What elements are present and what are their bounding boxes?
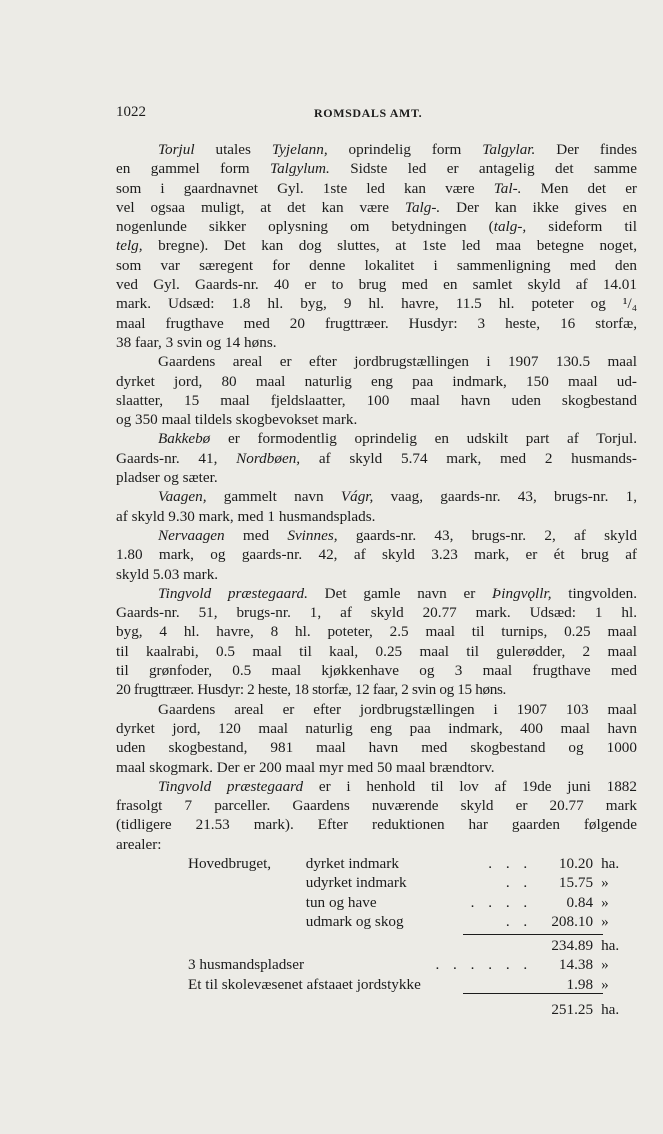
text-line: uden skogbestand, 981 maal havn med skogbestand og 1000 xyxy=(116,739,637,757)
table-row xyxy=(116,912,637,931)
paragraph-tingvold xyxy=(116,584,637,700)
row-label: 3 husmandspladser xyxy=(188,956,304,974)
text-line: telg, bregne). Det kan dog sluttes, at 1ste led maa betegne noget, xyxy=(116,237,637,255)
text-line: Gaards-nr. 41, Nordbøen, af skyld 5.74 mark, med 2 husmands- xyxy=(116,449,637,467)
text-line: 38 faar, 3 svin og 14 høns. xyxy=(116,333,277,351)
italic-term: Tingvold præstegaard xyxy=(158,777,304,795)
total-value: 251.25 xyxy=(551,1001,594,1019)
text-line: mark. Udsæd: 1.8 hl. byg, 9 hl. havre, 11.5 hl. poteter og ¹/₄ xyxy=(116,295,637,313)
page-header xyxy=(116,104,636,128)
text-line: som var særegent for denne lokalitet i sammenligning med den xyxy=(116,256,637,274)
italic-term: Tyjelann, xyxy=(271,141,328,158)
table-row xyxy=(116,975,637,994)
total-row xyxy=(116,1000,637,1019)
row-value: 10.20 xyxy=(558,854,594,872)
italic-term: Torjul xyxy=(158,141,195,158)
subtotal-value: 234.89 xyxy=(551,937,594,955)
text-line: nogenlunde sikker oplysning om betydningen (talg-, sideform til xyxy=(116,218,637,236)
text-line: Tingvold præstegaard er i henhold til lov af 19de juni 1882 xyxy=(158,777,637,795)
text-line: 1.80 mark, og gaards-nr. 42, af skyld 3.23 mark, er ét brug af xyxy=(116,546,637,564)
leader-dots: . . . . xyxy=(470,893,533,911)
text-line: dyrket jord, 120 maal naturlig eng paa indmark, 400 maal havn xyxy=(116,719,637,737)
text-line: arealer: xyxy=(116,835,162,853)
table-row xyxy=(116,854,637,873)
italic-term: Vágr, xyxy=(340,488,374,506)
row-label: Et til skolevæsenet afstaaet jordstykke xyxy=(188,975,421,993)
total-unit: ha. xyxy=(601,1001,620,1019)
italic-term: telg, xyxy=(116,237,143,255)
text-line: dyrket jord, 80 maal naturlig eng paa indmark, 150 maal ud- xyxy=(116,372,637,390)
text-line: skyld 5.03 mark. xyxy=(116,565,219,583)
italic-term: talg-, xyxy=(493,218,527,236)
table-row xyxy=(116,893,637,912)
row-label: dyrket indmark xyxy=(305,854,399,872)
text-line: til kaalrabi, 0.5 maal til kaal, 0.25 maal til gulerødder, 2 maal xyxy=(116,642,637,660)
paragraph-areal-torjul xyxy=(116,352,637,429)
row-label: tun og have xyxy=(305,893,377,911)
italic-term: Talgylar. xyxy=(482,141,536,158)
text-line: maal frugthave med 20 frugttræer. Husdyr: 3 heste, 16 storfæ, xyxy=(116,314,637,332)
leader-dots: . . . . . . xyxy=(435,956,533,974)
text-line: som i gaardnavnet Gyl. 1ste led kan være Tal-. Men det er xyxy=(116,179,637,197)
text-line: Tingvold præstegaard. Det gamle navn er Þingvǫllr, tingvolden. xyxy=(158,584,637,602)
text-line: slaatter, 15 maal fjeldslaatter, 100 maal havn uden skogbestand xyxy=(116,391,637,409)
row-value: 15.75 xyxy=(558,874,594,892)
row-label: udyrket indmark xyxy=(305,874,407,892)
leader-dots: . . xyxy=(505,912,533,930)
text-line: en gammel form Talgylum. Sidste led er antagelig det samme xyxy=(116,160,637,178)
text-line: Bakkebø er formodentlig oprindelig en udskilt part af Torjul. xyxy=(158,430,637,448)
italic-term: Svinnes, xyxy=(287,526,338,544)
text-line: 20 frugttræer. Husdyr: 2 heste, 18 storfæ, 12 faar, 2 svin og 15 høns. xyxy=(116,681,506,699)
area-table xyxy=(116,854,637,1019)
table-row xyxy=(116,873,637,892)
text-line: maal skogmark. Der er 200 maal myr med 50 maal brændtorv. xyxy=(116,758,495,776)
table-row xyxy=(116,955,637,974)
page-number: 1022 xyxy=(116,104,146,120)
subtotal-unit: ha. xyxy=(601,937,620,955)
row-value: 0.84 xyxy=(566,893,594,911)
row-unit: ha. xyxy=(601,854,620,872)
subtotal-row xyxy=(116,936,637,955)
text-line: (tidligere 21.53 mark). Efter reduktionen har gaarden følgende xyxy=(116,816,637,834)
text-line: Vaagen, gammelt navn Vágr, vaag, gaards-nr. 43, brugs-nr. 1, xyxy=(158,488,637,506)
text-line: Gaards-nr. 51, brugs-nr. 1, af skyld 20.77 mark. Udsæd: 1 hl. xyxy=(116,604,637,622)
italic-term: Nervaagen xyxy=(158,526,225,544)
text-line: byg, 4 hl. havre, 8 hl. poteter, 2.5 maal til turnips, 0.25 maal xyxy=(116,623,637,641)
row-unit: » xyxy=(601,893,609,911)
text-line: af skyld 9.30 mark, med 1 husmandsplads. xyxy=(116,507,376,525)
row-unit: » xyxy=(601,975,609,993)
paragraph-areal-tingvold xyxy=(116,700,637,777)
row-value: 1.98 xyxy=(566,975,594,993)
text-line: Gaardens areal er efter jordbrugstællingen i 1907 130.5 maal xyxy=(158,353,637,371)
text-line: pladser og sæter. xyxy=(116,469,218,487)
text-line: og 350 maal tildels skogbevokset mark. xyxy=(116,411,358,429)
text-line: vel ogsaa muligt, at det kan være Talg-. Der kan ikke gives en xyxy=(116,198,637,216)
row-unit: » xyxy=(601,912,609,930)
text-line: frasolgt 7 parceller. Gaardens nuværende skyld er 20.77 mark xyxy=(116,797,637,815)
leader-dots: . . xyxy=(505,874,533,892)
paragraph-nervaagen xyxy=(116,526,637,584)
paragraph-frasolgt xyxy=(116,777,637,854)
text-line: Nervaagen med Svinnes, gaards-nr. 43, brugs-nr. 2, af skyld xyxy=(158,526,637,544)
sum-rule xyxy=(463,934,603,935)
text-line: Gaardens areal er efter jordbrugstællingen i 1907 103 maal xyxy=(158,700,637,718)
italic-term: Talgylum. xyxy=(270,160,330,178)
row-value: 208.10 xyxy=(551,912,594,930)
italic-term: Tal-. xyxy=(493,179,522,197)
paragraph-bakkebo xyxy=(116,429,637,487)
row-label: udmark og skog xyxy=(305,912,404,930)
group-label: Hovedbruget, xyxy=(188,854,272,872)
italic-term: Vaagen, xyxy=(158,488,207,506)
text-line: ved Gyl. Gaards-nr. 40 er to brug med en samlet skyld af 14.01 xyxy=(116,276,637,294)
italic-term: Bakkebø xyxy=(158,430,211,448)
row-unit: » xyxy=(601,956,609,974)
italic-term: Nordbøen, xyxy=(236,449,301,467)
row-unit: » xyxy=(601,874,609,892)
text-line: Torjul utales Tyjelann, oprindelig form Talgylar. Der findes xyxy=(158,141,637,158)
leader-dots: . . . xyxy=(488,854,533,872)
page-body xyxy=(116,140,637,1019)
paragraph-torjul xyxy=(116,140,637,352)
total-rule xyxy=(463,993,603,994)
italic-term: Tingvold præstegaard. xyxy=(158,584,308,602)
paragraph-vaagen xyxy=(116,487,637,526)
italic-term: Þingvǫllr, xyxy=(492,584,552,602)
leader-dots xyxy=(421,975,540,994)
text-line: til grønfoder, 0.5 maal kjøkkenhave og 3 maal frugthave med xyxy=(116,662,637,680)
running-title: ROMSDALS AMT. xyxy=(314,106,423,120)
italic-term: Talg-. xyxy=(404,198,441,216)
row-value: 14.38 xyxy=(558,956,594,974)
